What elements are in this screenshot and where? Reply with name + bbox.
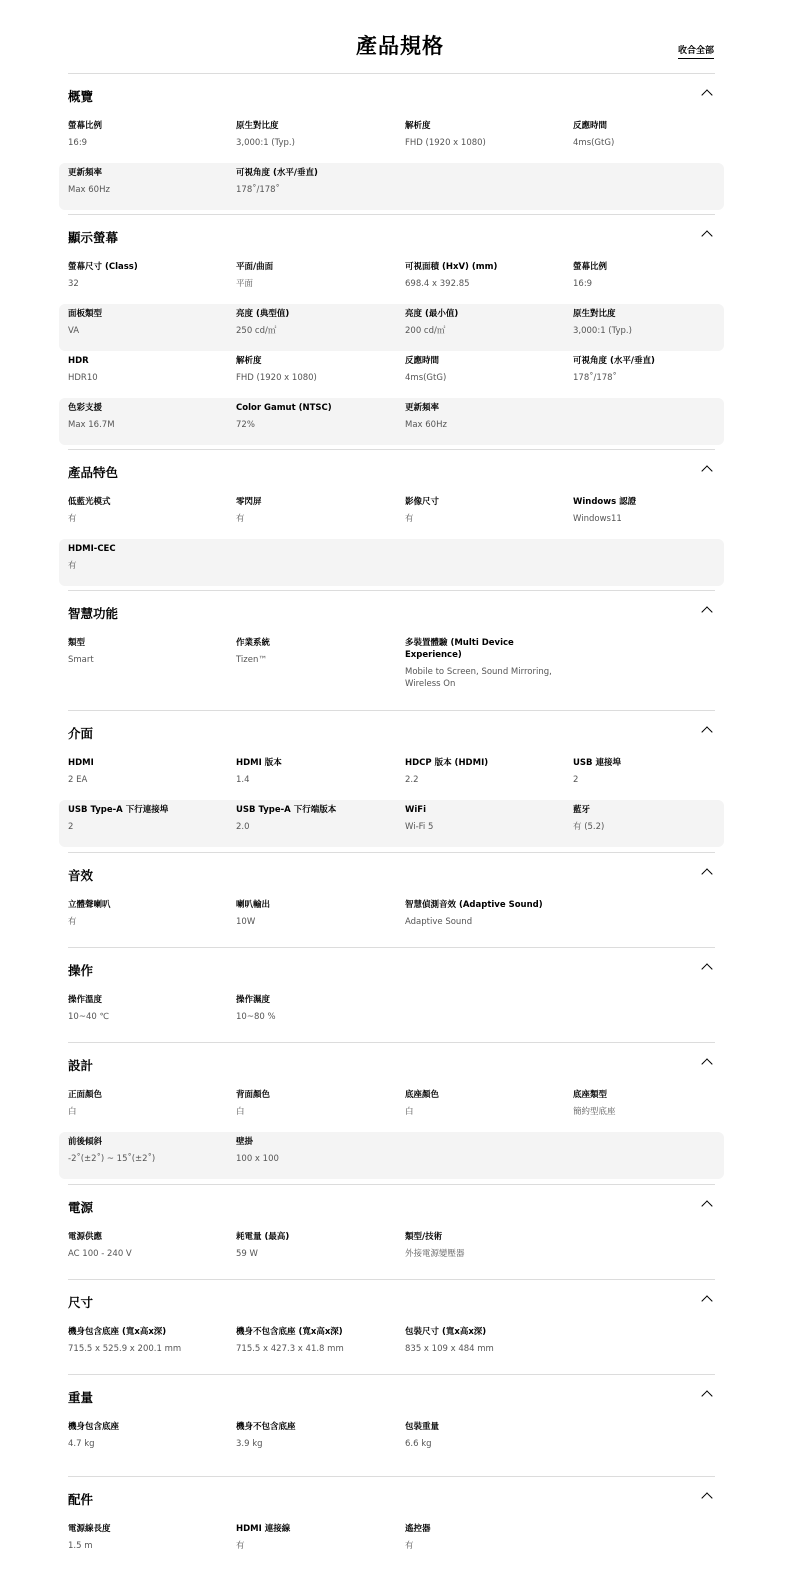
- spec-value: 4ms(GtG): [405, 373, 447, 383]
- chevron-up-icon[interactable]: [701, 465, 712, 476]
- chevron-up-icon[interactable]: [701, 1492, 712, 1503]
- spec-item: [405, 1421, 565, 1450]
- spec-item: [68, 899, 228, 928]
- spec-value: Max 16.7M: [68, 420, 115, 430]
- spec-item: [405, 804, 565, 833]
- spec-value: 2 EA: [68, 775, 88, 785]
- spec-label: 可視面積 (HxV) (mm): [405, 262, 498, 272]
- spec-item: [573, 120, 733, 149]
- spec-item: [68, 402, 228, 431]
- spec-value: 有: [405, 1541, 414, 1551]
- spec-row: [59, 304, 724, 351]
- spec-item: [405, 1523, 565, 1552]
- spec-label: USB 連接埠: [573, 758, 621, 768]
- spec-item: [68, 994, 228, 1023]
- spec-value: 1.4: [236, 775, 250, 785]
- spec-item: [405, 757, 565, 786]
- spec-label: 包裝尺寸 (寬x高x深): [405, 1327, 487, 1337]
- spec-row: [59, 257, 724, 304]
- spec-item: [573, 757, 733, 786]
- spec-value: 698.4 x 392.85: [405, 279, 470, 289]
- spec-value: 2: [68, 822, 74, 832]
- section-header[interactable]: [68, 1375, 715, 1417]
- section-header[interactable]: [68, 591, 715, 633]
- spec-label: 可視角度 (水平/垂直): [236, 168, 318, 178]
- spec-section: [68, 1374, 715, 1464]
- spec-label: 解析度: [405, 121, 431, 131]
- chevron-up-icon[interactable]: [701, 89, 712, 100]
- section-header[interactable]: [68, 215, 715, 257]
- spec-value: 有: [405, 514, 414, 524]
- spec-value: Windows11: [573, 514, 622, 524]
- spec-item: [405, 261, 565, 290]
- spec-value: 白: [405, 1107, 414, 1117]
- spec-label: 機身包含底座 (寬x高x深): [68, 1327, 167, 1337]
- spec-value: -2˚(±2˚) ~ 15˚(±2˚): [68, 1154, 156, 1164]
- spec-label: 喇叭輸出: [236, 900, 271, 910]
- spec-value: 16:9: [68, 138, 88, 148]
- spec-item: [236, 1326, 396, 1355]
- spec-label: HDMI 版本: [236, 758, 282, 768]
- spec-row: [59, 539, 724, 586]
- spec-label: 電源線長度: [68, 1524, 111, 1534]
- spec-label: Color Gamut (NTSC): [236, 403, 332, 413]
- spec-value: 有: [68, 561, 77, 571]
- spec-value: 3.9 kg: [236, 1439, 263, 1449]
- spec-value: 100 x 100: [236, 1154, 279, 1164]
- spec-label: 平面/曲面: [236, 262, 274, 272]
- spec-label: 前後傾斜: [68, 1137, 103, 1147]
- spec-item: [68, 1421, 228, 1450]
- section-title: 概覽: [68, 89, 94, 104]
- spec-section: [68, 73, 715, 210]
- spec-value: 有: [68, 917, 77, 927]
- spec-label: 螢幕尺寸 (Class): [68, 262, 138, 272]
- spec-label: 類型: [68, 638, 86, 648]
- spec-item: [68, 167, 228, 196]
- spec-value: HDR10: [68, 373, 98, 383]
- spec-item: [236, 120, 396, 149]
- spec-item: [236, 1089, 396, 1118]
- spec-item: [68, 757, 228, 786]
- spec-value: Mobile to Screen, Sound Mirroring, Wireless On: [405, 667, 552, 689]
- spec-item: [68, 1523, 228, 1552]
- spec-label: HDCP 版本 (HDMI): [405, 758, 489, 768]
- spec-section: [68, 1476, 715, 1566]
- spec-value: 2.0: [236, 822, 250, 832]
- spec-value: 72%: [236, 420, 255, 430]
- section-title: 設計: [68, 1058, 94, 1073]
- spec-row: [59, 1417, 724, 1464]
- spec-item: [573, 261, 733, 290]
- spec-item: [236, 1231, 396, 1260]
- spec-section: [68, 1184, 715, 1274]
- spec-value: Tizen™: [236, 655, 267, 665]
- spec-label: HDMI 連接線: [236, 1524, 291, 1534]
- spec-value: Wi-Fi 5: [405, 822, 434, 832]
- collapse-all-link[interactable]: 收合全部: [678, 43, 714, 59]
- spec-value: Adaptive Sound: [405, 917, 473, 927]
- spec-value: 16:9: [573, 279, 593, 289]
- spec-label: 正面顏色: [68, 1090, 103, 1100]
- spec-label: 螢幕比例: [573, 262, 608, 272]
- spec-label: 作業系統: [236, 638, 271, 648]
- section-title: 操作: [68, 963, 94, 978]
- spec-value: 10~40 ℃: [68, 1012, 110, 1022]
- chevron-up-icon[interactable]: [701, 230, 712, 241]
- spec-label: 解析度: [236, 356, 262, 366]
- section-header[interactable]: [68, 1185, 715, 1227]
- section-title: 產品特色: [68, 465, 119, 480]
- spec-item: [236, 1421, 396, 1450]
- spec-value: Max 60Hz: [68, 185, 110, 195]
- spec-label: 亮度 (最小值): [405, 309, 459, 319]
- spec-item: [236, 308, 396, 337]
- section-title: 電源: [68, 1200, 94, 1215]
- spec-label: 螢幕比例: [68, 121, 103, 131]
- spec-row: [59, 163, 724, 210]
- spec-row: [59, 351, 724, 398]
- spec-label: 色彩支援: [68, 403, 103, 413]
- spec-row: [59, 990, 724, 1037]
- spec-item: [236, 637, 396, 666]
- section-header[interactable]: [68, 74, 715, 116]
- section-title: 重量: [68, 1390, 94, 1405]
- spec-value: 835 x 109 x 484 mm: [405, 1344, 494, 1354]
- spec-value: 200 cd/㎡: [405, 326, 446, 336]
- chevron-up-icon[interactable]: [701, 1200, 712, 1211]
- spec-label: HDR: [68, 356, 89, 366]
- spec-label: 立體聲喇叭: [68, 900, 111, 910]
- spec-item: [68, 1089, 228, 1118]
- section-title: 尺寸: [68, 1295, 94, 1310]
- spec-item: [68, 120, 228, 149]
- spec-value: FHD (1920 x 1080): [405, 138, 486, 148]
- spec-label: 底座顏色: [405, 1090, 440, 1100]
- spec-label: 原生對比度: [573, 309, 616, 319]
- spec-item: [236, 757, 396, 786]
- spec-label: 耗電量 (最高): [236, 1232, 290, 1242]
- spec-item: [68, 804, 228, 833]
- spec-value: FHD (1920 x 1080): [236, 373, 317, 383]
- chevron-up-icon[interactable]: [701, 606, 712, 617]
- section-header[interactable]: [68, 1477, 715, 1519]
- spec-section: [68, 852, 715, 942]
- spec-item: [405, 496, 565, 525]
- section-header[interactable]: [68, 1043, 715, 1085]
- spec-row: [59, 1227, 724, 1274]
- spec-value: 715.5 x 427.3 x 41.8 mm: [236, 1344, 344, 1354]
- section-title: 顯示螢幕: [68, 230, 119, 245]
- spec-label: 底座類型: [573, 1090, 608, 1100]
- spec-item: [236, 496, 396, 525]
- spec-section: [68, 214, 715, 445]
- chevron-up-icon[interactable]: [701, 1058, 712, 1069]
- spec-value: 250 cd/㎡: [236, 326, 277, 336]
- spec-label: 遙控器: [405, 1524, 431, 1534]
- spec-label: 智慧偵測音效 (Adaptive Sound): [405, 900, 543, 910]
- spec-item: [236, 899, 396, 928]
- spec-value: 59 W: [236, 1249, 258, 1259]
- spec-value: 4.7 kg: [68, 1439, 95, 1449]
- spec-item: [573, 355, 733, 384]
- chevron-up-icon[interactable]: [701, 1295, 712, 1306]
- spec-label: 反應時間: [405, 356, 440, 366]
- spec-item: [236, 355, 396, 384]
- spec-label: 更新頻率: [68, 168, 103, 178]
- spec-item: [236, 994, 396, 1023]
- spec-value: 6.6 kg: [405, 1439, 432, 1449]
- spec-value: 2.2: [405, 775, 419, 785]
- spec-label: Windows 認證: [573, 497, 637, 507]
- spec-value: 178˚/178˚: [573, 373, 617, 383]
- spec-value: 白: [236, 1107, 245, 1117]
- spec-item: [405, 899, 565, 928]
- spec-value: 有 (5.2): [573, 822, 605, 832]
- spec-item: [405, 355, 565, 384]
- spec-label: 機身包含底座: [68, 1422, 120, 1432]
- spec-item: [405, 637, 555, 690]
- spec-section: [68, 947, 715, 1037]
- spec-value: Smart: [68, 655, 94, 665]
- spec-item: [573, 804, 733, 833]
- chevron-up-icon[interactable]: [701, 726, 712, 737]
- spec-label: 操作濕度: [236, 995, 271, 1005]
- spec-label: 電源供應: [68, 1232, 103, 1242]
- spec-value: 簡約型底座: [573, 1107, 616, 1117]
- spec-value: 10W: [236, 917, 256, 927]
- spec-item: [68, 261, 228, 290]
- spec-label: 亮度 (典型值): [236, 309, 290, 319]
- chevron-up-icon[interactable]: [701, 868, 712, 879]
- spec-label: HDMI-CEC: [68, 544, 116, 554]
- spec-item: [236, 1523, 396, 1552]
- spec-item: [405, 308, 565, 337]
- spec-row: [59, 633, 724, 693]
- spec-label: 操作溫度: [68, 995, 103, 1005]
- spec-section: [68, 1279, 715, 1369]
- spec-label: 反應時間: [573, 121, 608, 131]
- spec-label: USB Type-A 下行端版本: [236, 805, 337, 815]
- spec-value: 平面: [236, 279, 254, 289]
- spec-label: 低藍光模式: [68, 497, 111, 507]
- spec-item: [236, 804, 396, 833]
- section-header[interactable]: [68, 948, 715, 990]
- section-header[interactable]: [68, 450, 715, 492]
- spec-value: 10~80 %: [236, 1012, 276, 1022]
- spec-value: 3,000:1 (Typ.): [236, 138, 295, 148]
- chevron-up-icon[interactable]: [701, 1390, 712, 1401]
- spec-value: 715.5 x 525.9 x 200.1 mm: [68, 1344, 182, 1354]
- section-header[interactable]: [68, 1280, 715, 1322]
- spec-label: 藍牙: [573, 805, 591, 815]
- spec-row: [59, 1519, 724, 1566]
- spec-label: 面板類型: [68, 309, 103, 319]
- spec-value: 1.5 m: [68, 1541, 93, 1551]
- spec-item: [405, 1326, 565, 1355]
- spec-label: 原生對比度: [236, 121, 279, 131]
- section-title: 音效: [68, 868, 94, 883]
- spec-item: [236, 167, 396, 196]
- spec-label: 機身不包含底座 (寬x高x深): [236, 1327, 343, 1337]
- spec-item: [236, 1136, 396, 1165]
- spec-row: [59, 1132, 724, 1179]
- spec-row: [59, 492, 724, 539]
- spec-section: [68, 449, 715, 586]
- spec-label: 類型/技術: [405, 1232, 443, 1242]
- spec-label: 壁掛: [236, 1137, 254, 1147]
- spec-value: 178˚/178˚: [236, 185, 280, 195]
- section-title: 介面: [68, 726, 94, 741]
- spec-value: 有: [68, 514, 77, 524]
- spec-item: [405, 120, 565, 149]
- spec-item: [405, 1089, 565, 1118]
- spec-row: [59, 1322, 724, 1369]
- spec-label: HDMI: [68, 758, 94, 768]
- spec-label: USB Type-A 下行連接埠: [68, 805, 169, 815]
- spec-value: 3,000:1 (Typ.): [573, 326, 632, 336]
- chevron-up-icon[interactable]: [701, 963, 712, 974]
- spec-section: [68, 590, 715, 693]
- spec-value: VA: [68, 326, 80, 336]
- spec-item: [573, 308, 733, 337]
- spec-item: [68, 1231, 228, 1260]
- spec-row: [59, 800, 724, 847]
- spec-item: [68, 308, 228, 337]
- spec-label: 更新頻率: [405, 403, 440, 413]
- spec-row: [59, 116, 724, 163]
- spec-row: [59, 895, 724, 942]
- spec-item: [405, 402, 565, 431]
- page-title: 產品規格: [356, 34, 444, 58]
- section-title: 智慧功能: [68, 606, 119, 621]
- spec-label: WiFi: [405, 805, 427, 815]
- spec-row: [59, 1085, 724, 1132]
- spec-value: 2: [573, 775, 579, 785]
- spec-section: [68, 710, 715, 847]
- spec-section: [68, 1042, 715, 1179]
- spec-item: [405, 1231, 565, 1260]
- section-header[interactable]: [68, 853, 715, 895]
- spec-item: [68, 543, 228, 572]
- spec-item: [236, 402, 396, 431]
- spec-item: [68, 496, 228, 525]
- spec-item: [236, 261, 396, 290]
- spec-label: 多裝置體驗 (Multi Device Experience): [405, 638, 514, 660]
- spec-label: 機身不包含底座: [236, 1422, 296, 1432]
- spec-item: [573, 1089, 733, 1118]
- spec-label: 包裝重量: [405, 1422, 440, 1432]
- spec-value: 有: [236, 1541, 245, 1551]
- spec-item: [68, 637, 228, 666]
- spec-label: 可視角度 (水平/垂直): [573, 356, 655, 366]
- spec-label: 影像尺寸: [405, 497, 440, 507]
- spec-item: [68, 355, 228, 384]
- spec-item: [68, 1136, 228, 1165]
- spec-label: 零閃屏: [236, 497, 262, 507]
- spec-value: 外接電源變壓器: [405, 1249, 465, 1259]
- section-title: 配件: [68, 1492, 94, 1507]
- spec-row: [59, 398, 724, 445]
- spec-value: AC 100 - 240 V: [68, 1249, 132, 1259]
- spec-value: 4ms(GtG): [573, 138, 615, 148]
- spec-label: 背面顏色: [236, 1090, 271, 1100]
- spec-value: 有: [236, 514, 245, 524]
- spec-value: 32: [68, 279, 79, 289]
- spec-row: [59, 753, 724, 800]
- spec-value: Max 60Hz: [405, 420, 447, 430]
- spec-value: 白: [68, 1107, 77, 1117]
- spec-item: [68, 1326, 228, 1355]
- spec-item: [573, 496, 733, 525]
- section-header[interactable]: [68, 711, 715, 753]
